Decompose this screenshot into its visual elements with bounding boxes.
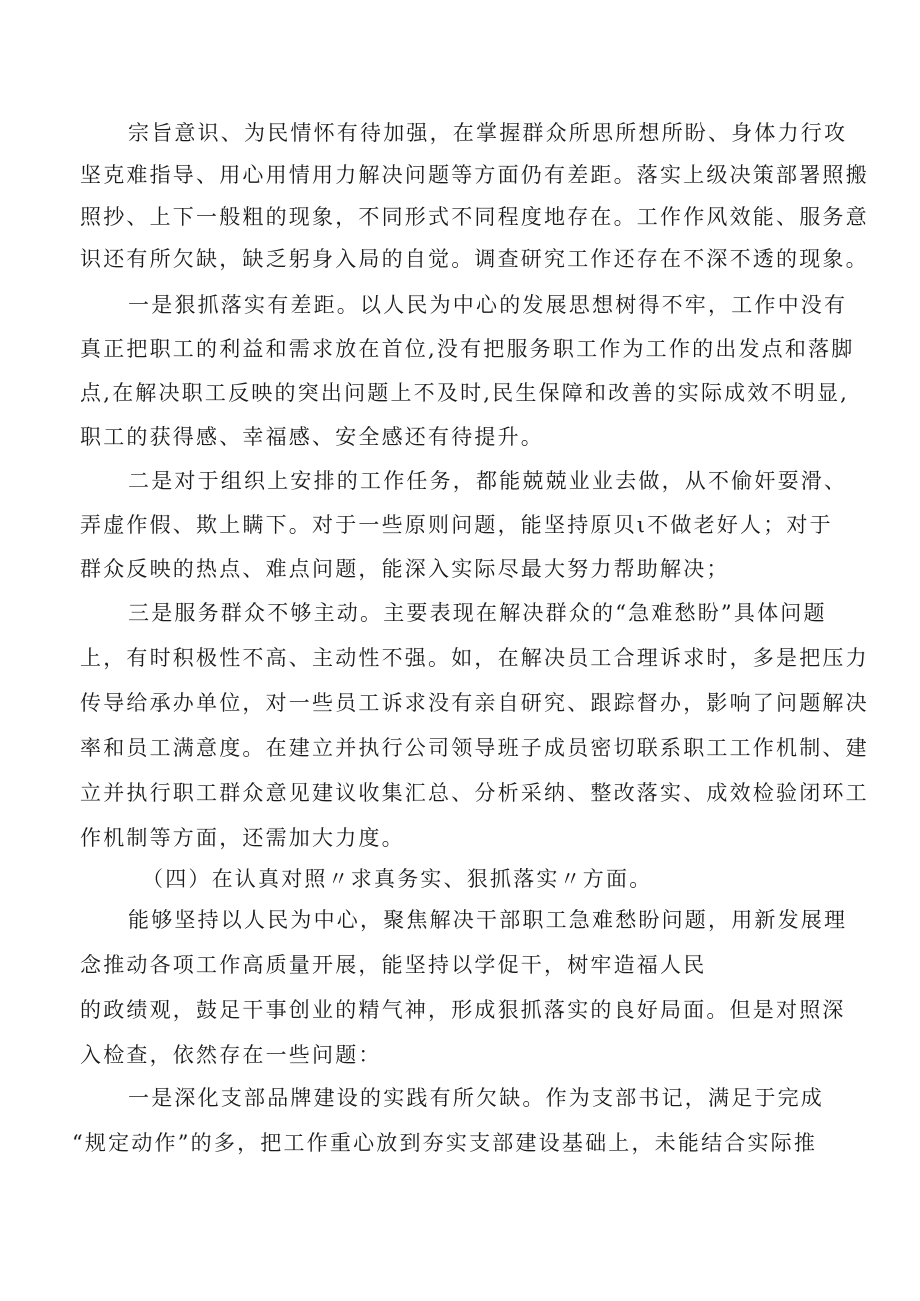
text-line: 率和员工满意度。在建立并执行公司领导班子成员密切联系职工工作机制、建	[80, 736, 869, 760]
text-line: 作机制等方面，还需加大力度。	[80, 826, 405, 850]
text-line: 宗旨意识、为民情怀有待加强，在掌握群众所思所想所盼、身体力行攻	[128, 121, 848, 145]
text-line: 点,在解决职工反映的突出问题上不及时,民生保障和改善的实际成效不明显,	[80, 381, 850, 405]
section-heading: （四）在认真对照〃求真务实、狠抓落实〃方面。	[142, 867, 653, 891]
text-line: “规定动作”的多，把工作重心放到夯实支部建设基础上，未能结合实际推	[72, 1131, 818, 1155]
text-line: 弄虚作假、欺上瞒下。对于一些原则问题，能坚持原贝ι不做老好人；对于	[80, 513, 833, 537]
text-line: 入检查，依然存在一些问题：	[80, 1043, 382, 1067]
text-line: 真正把职工的利益和需求放在首位,没有把服务职工作为工作的出发点和落脚	[80, 337, 855, 361]
text-line: 立并执行职工群众意见建议收集汇总、分析采纳、整改落实、成效检验闭环工	[80, 781, 869, 805]
text-line: 识还有所欠缺，缺乏躬身入局的自觉。调查研究工作还存在不深不透的现象。	[80, 247, 869, 271]
text-line: 一是狠抓落实有差距。以人民为中心的发展思想树得不牢，工作中没有	[128, 293, 848, 317]
text-line: 职工的获得感、幸福感、安全感还有待提升。	[80, 425, 544, 449]
text-line: 二是对于组织上安排的工作任务，都能兢兢业业去做，从不偷奸耍滑、	[128, 469, 848, 493]
text-line: 上，有时积极性不高、主动性不强。如，在解决员工合理诉求时，多是把压力	[80, 646, 869, 670]
text-line: 群众反映的热点、难点问题，能深入实际尽最大努力帮助解决；	[80, 557, 730, 581]
text-line: 坚克难指导、用心用情用力解决问题等方面仍有差距。落实上级决策部署照搬	[80, 163, 869, 187]
text-line: 念推动各项工作高质量开展，能坚持以学促干，树牢造福人民	[80, 953, 707, 977]
text-line: 三是服务群众不够主动。主要表现在解决群众的“急难愁盼”具体问题	[128, 601, 827, 625]
text-line: 一是深化支部品牌建设的实践有所欠缺。作为支部书记，满足于完成	[128, 1086, 824, 1110]
text-line: 照抄、上下一般粗的现象，不同形式不同程度地存在。工作作风效能、服务意	[80, 205, 869, 229]
text-line: 传导给承办单位，对一些员工诉求没有亲自研究、跟踪督办，影响了问题解决	[80, 691, 869, 715]
text-line: 能够坚持以人民为中心，聚焦解决干部职工急难愁盼问题，用新发展理	[128, 908, 848, 932]
text-line: 的政绩观，鼓足干事创业的精气神，形成狠抓落实的良好局面。但是对照深	[80, 998, 846, 1022]
